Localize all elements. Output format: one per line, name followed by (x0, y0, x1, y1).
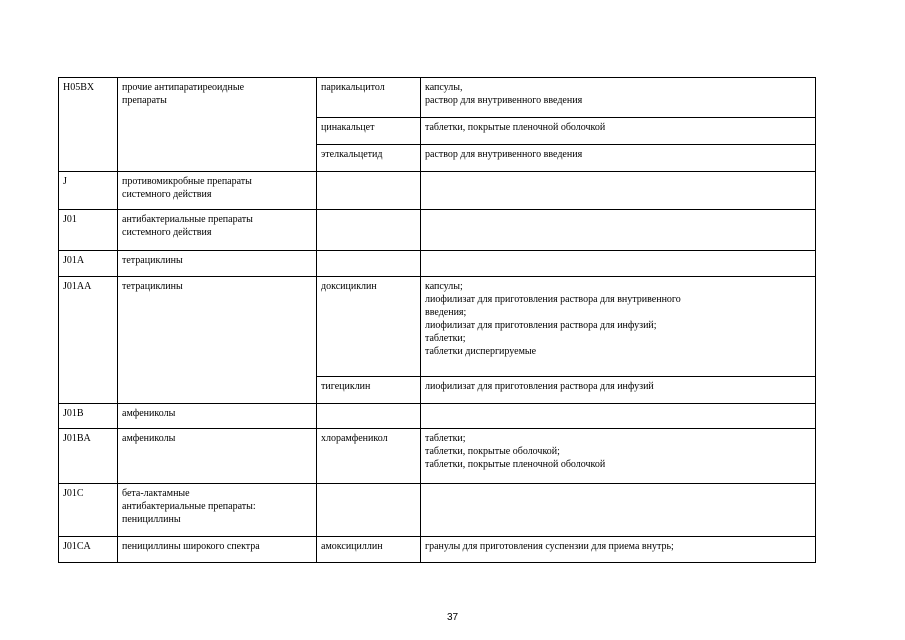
dosage-form-cell: раствор для внутривенного введения (421, 145, 816, 172)
atc-code-cell: J01C (59, 484, 118, 537)
drug-name-cell: доксициклин (317, 277, 421, 377)
atc-code-cell: J01CA (59, 537, 118, 563)
table-row (59, 429, 816, 484)
atc-code-cell: J01A (59, 251, 118, 277)
dosage-form-cell (421, 404, 816, 429)
group-name-cell: бета-лактамные антибактериальные препараты: пенициллины (118, 484, 317, 537)
group-name-cell: пенициллины широкого спектра (118, 537, 317, 563)
drug-name-cell: парикальцитол (317, 78, 421, 118)
group-name-cell: прочие антипаратиреоидные препараты (118, 78, 317, 172)
atc-code-cell: J (59, 172, 118, 210)
dosage-form-cell: таблетки; таблетки, покрытые оболочкой; таблетки, покрытые пленочной оболочкой (421, 429, 816, 484)
group-name-cell: тетрациклины (118, 277, 317, 404)
dosage-form-cell (421, 251, 816, 277)
atc-code-cell: J01 (59, 210, 118, 251)
table-row (59, 210, 816, 251)
dosage-form-cell: лиофилизат для приготовления раствора для инфузий (421, 377, 816, 404)
table-row (59, 537, 816, 563)
group-name-cell: амфениколы (118, 429, 317, 484)
dosage-form-cell: гранулы для приготовления суспензии для приема внутрь; (421, 537, 816, 563)
dosage-form-cell (421, 172, 816, 210)
group-name-cell: противомикробные препараты системного действия (118, 172, 317, 210)
drug-name-cell: амоксициллин (317, 537, 421, 563)
drug-name-cell (317, 251, 421, 277)
atc-code-cell: J01BA (59, 429, 118, 484)
table-row (59, 277, 816, 377)
group-name-cell: тетрациклины (118, 251, 317, 277)
dosage-form-cell (421, 484, 816, 537)
atc-code-cell: H05BX (59, 78, 118, 172)
page-number: 37 (446, 612, 459, 623)
atc-code-cell: J01B (59, 404, 118, 429)
drug-name-cell (317, 210, 421, 251)
table-row (59, 484, 816, 537)
drug-name-cell (317, 404, 421, 429)
drug-name-cell: хлорамфеникол (317, 429, 421, 484)
table-row (59, 251, 816, 277)
atc-code-cell: J01AA (59, 277, 118, 404)
drug-name-cell: цинакальцет (317, 118, 421, 145)
table-row (59, 78, 816, 118)
group-name-cell: антибактериальные препараты системного действия (118, 210, 317, 251)
dosage-form-cell (421, 210, 816, 251)
drug-name-cell (317, 484, 421, 537)
dosage-form-cell: капсулы, раствор для внутривенного введения (421, 78, 816, 118)
table-row (59, 404, 816, 429)
dosage-form-cell: капсулы; лиофилизат для приготовления раствора для внутривенного введения; лиофилизат для приготовления раствора для инфузий; таблетки; таблетки диспергируемые (421, 277, 816, 377)
drug-name-cell: тигециклин (317, 377, 421, 404)
drug-classification-table (58, 77, 816, 563)
drug-name-cell: этелкальцетид (317, 145, 421, 172)
table-row (59, 172, 816, 210)
group-name-cell: амфениколы (118, 404, 317, 429)
drug-name-cell (317, 172, 421, 210)
dosage-form-cell: таблетки, покрытые пленочной оболочкой (421, 118, 816, 145)
